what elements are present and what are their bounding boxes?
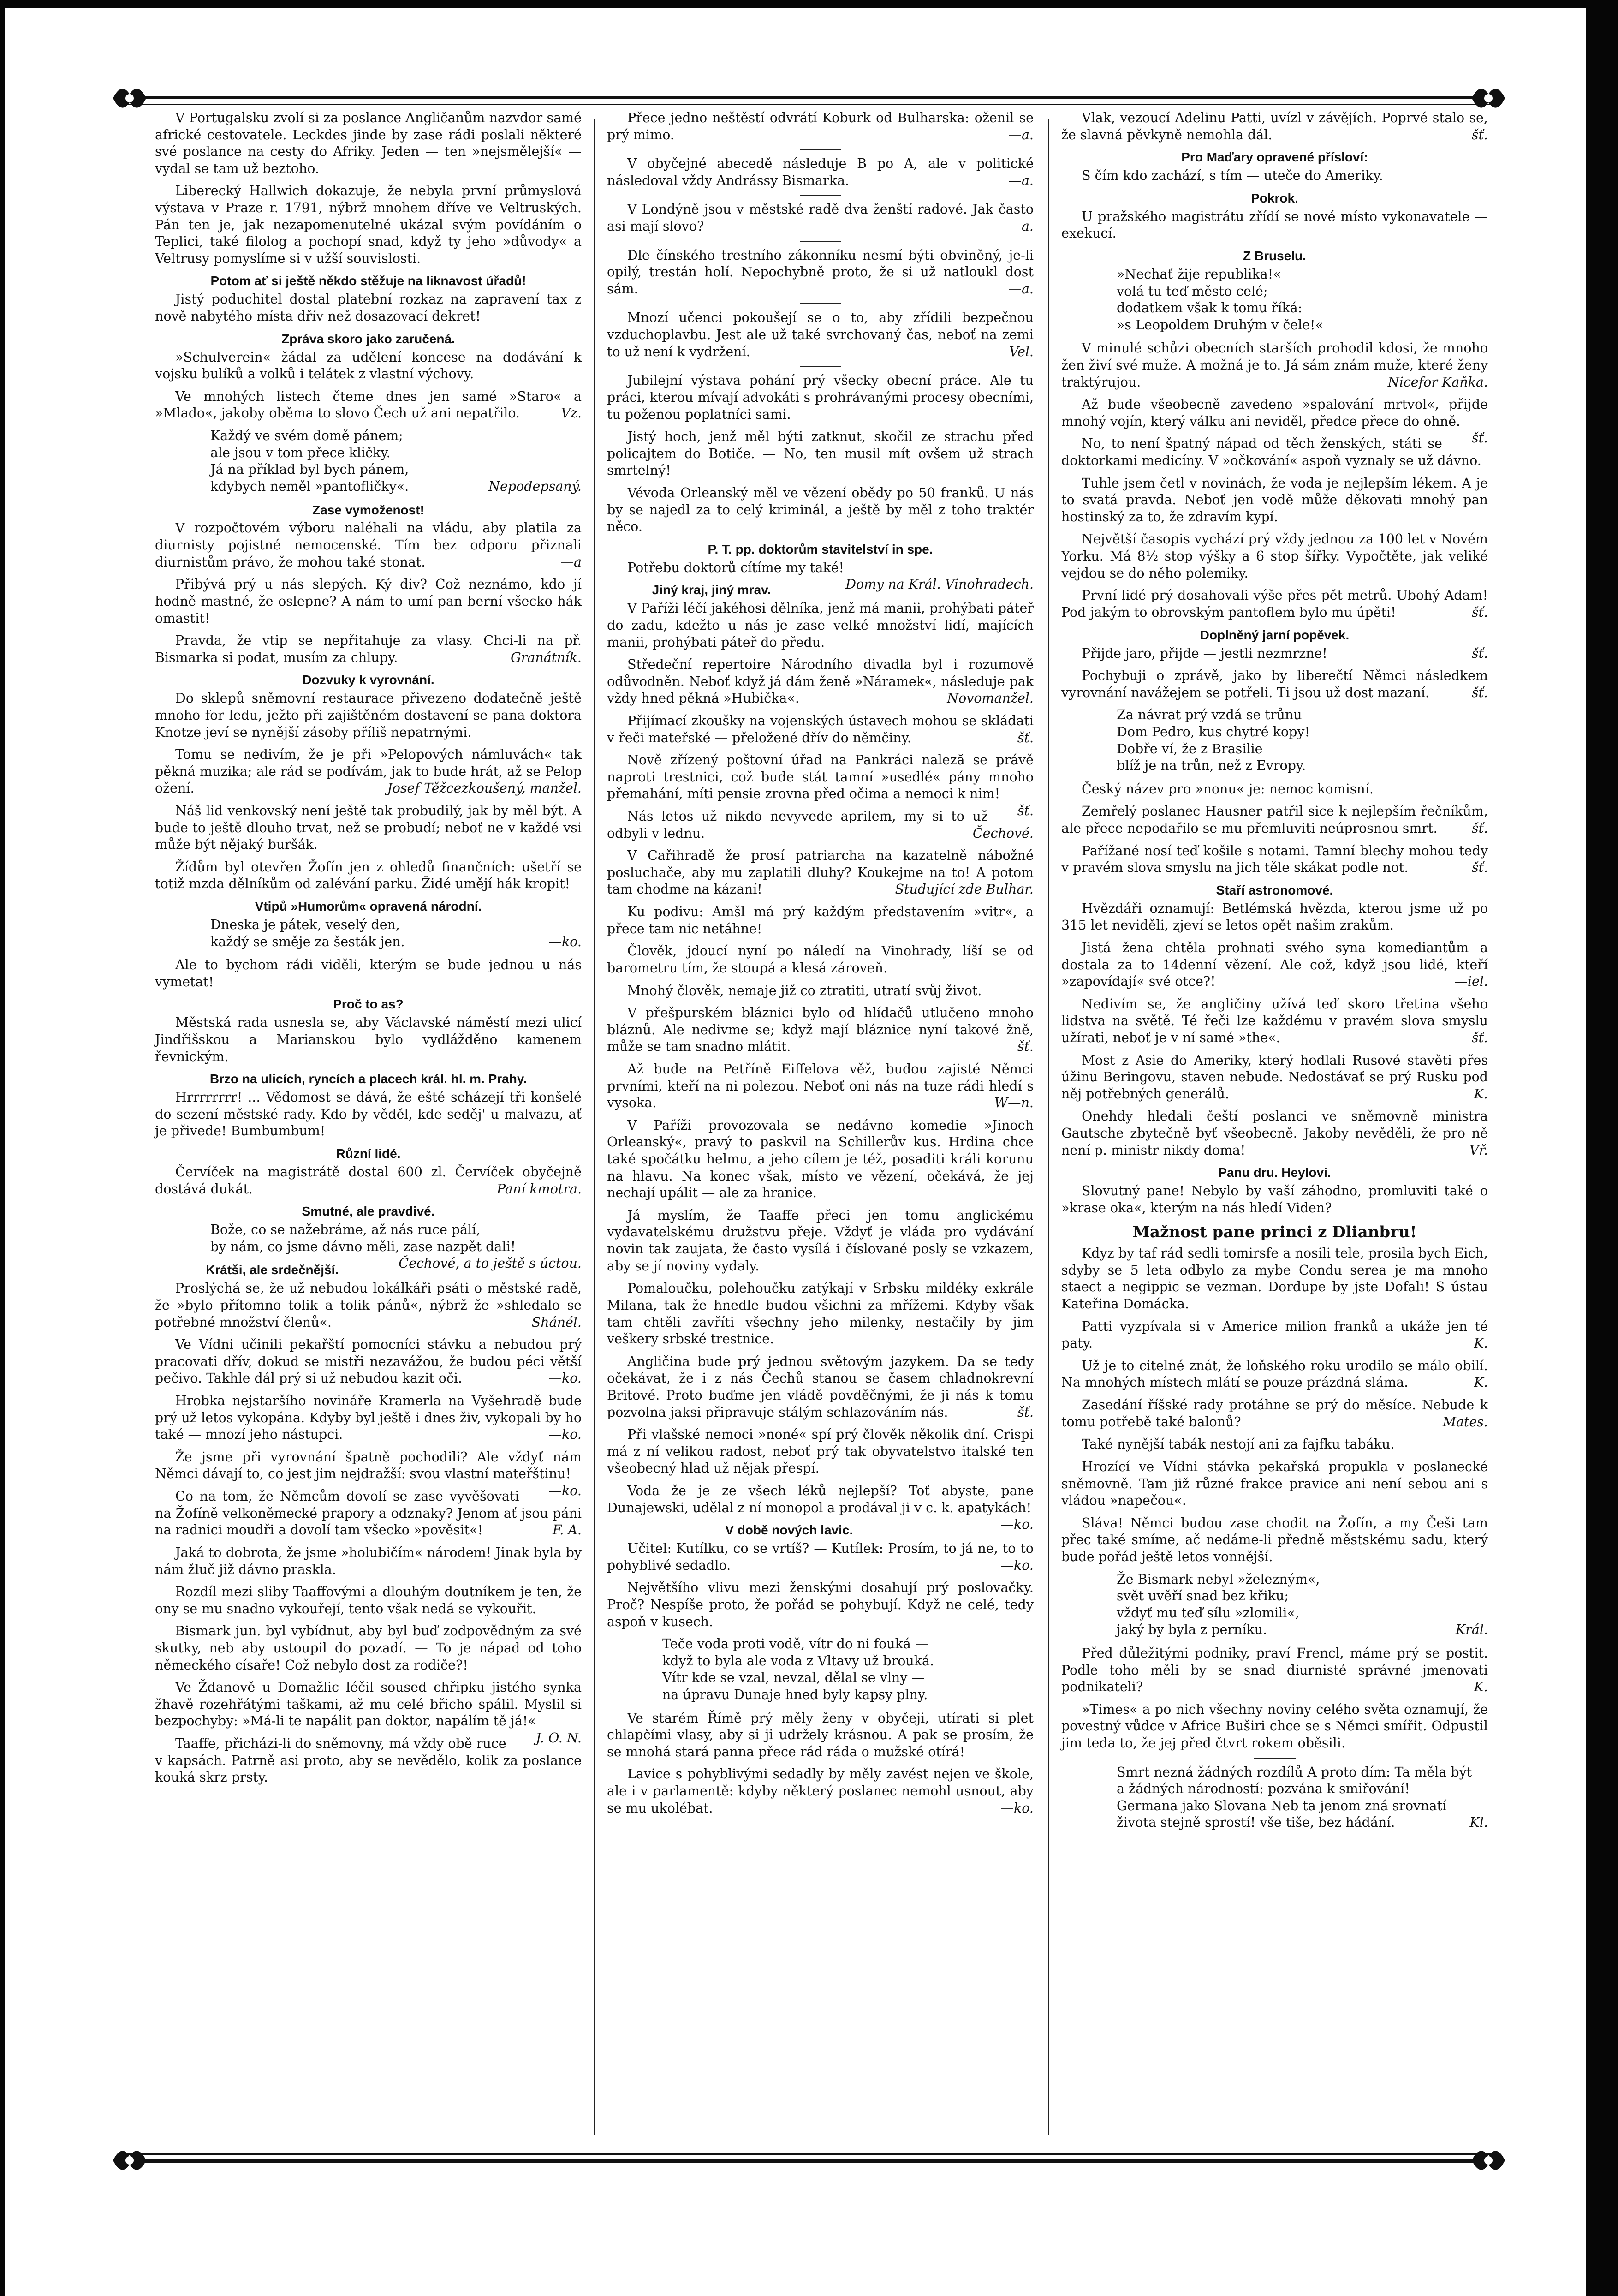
signature: K. <box>1474 1336 1488 1351</box>
signature: šť. <box>1471 430 1488 446</box>
verse-text: Každý ve svém domě pánem; ale jsou v tom přece kličky. Já na příklad byl bych pánem, kdybych neměl »pantofličky«. <box>210 428 409 494</box>
paragraph-text: Nově zřízený poštovní úřad na Pankráci naleză se právě naproti trestnici, což bude stát tamní »usedlé« pány mnoho přemahání, míti pensie zrovna před očima a nemoci k nim! <box>607 752 1034 802</box>
paragraph-text: Do sklepů sněmovní restaurace přivezeno dodatečně ještě mnoho for ledu, ježto při zajištěném dostavení se pana doktora Knotze jeví se nynější zásoby příliš nepatrnými. <box>155 691 582 740</box>
paragraph <box>1061 435 1488 469</box>
paragraph <box>607 1280 1034 1348</box>
paragraph <box>607 1005 1034 1056</box>
verse-block <box>1117 707 1488 774</box>
paragraph-text: S čím kdo zachází, s tím — uteče do Ameriky. <box>1082 168 1383 184</box>
paragraph <box>1061 1459 1488 1509</box>
verse-text: Dneska je pátek, veselý den, každý se směje za šesták jen. <box>210 917 405 949</box>
signature: Kl. <box>1469 1815 1488 1831</box>
item-heading: V době nových lavic. <box>725 1523 853 1538</box>
verse-text: Bože, co se nažebráme, až nás ruce pálí, by nám, co jsme dávno měli, zase nazpět dali! <box>210 1222 516 1254</box>
paragraph <box>607 983 1034 1000</box>
item-heading: Panu dru. Heylovi. <box>1218 1165 1331 1180</box>
paragraph <box>1061 803 1488 837</box>
paragraph <box>155 349 582 383</box>
signature: —a. <box>1008 127 1034 143</box>
paragraph-text: Co na tom, že Němcům dovolí se zase vyvěšovati na Žofíně velkoněmecké prapory a odznaky? Jenom ať jsou páni na radnici moudři a dovolí tam všecko »pověsit«! <box>155 1489 582 1538</box>
signature: Nepodepsaný. <box>488 478 582 494</box>
signature: Čechové. <box>972 825 1034 841</box>
paragraph-text: První lidé prý dosahovali výše přes pět metrů. Ubohý Adam! Pod jakým to obrovským pantoflem bylo mu úpěti! <box>1061 588 1488 620</box>
paragraph-text: Největšího vlivu mezi ženskými dosahují prý poslovačky. Proč? Nespíše proto, že pořád se pohybují. Když ne celé, tedy aspoň v kusech. <box>607 1580 1034 1629</box>
top-double-rule <box>118 96 1500 105</box>
paragraph-text: Ve mnohých listech čteme dnes jen samé »Staro« a »Mlado«, jakoby oběma to slovo Čech už ani nepatřilo. <box>155 388 582 421</box>
separator-rule <box>800 303 841 304</box>
paragraph <box>1061 843 1488 877</box>
paragraph-text: Ve starém Římě prý měly ženy v obyčeji, utírati si plet chlapčími vlasy, aby si ji udržely krásnou. A pak se prosím, že se mnohá stará panna přece rád ráda o mužské otírá! <box>607 1710 1034 1759</box>
paragraph <box>1061 531 1488 582</box>
paragraph <box>1061 645 1488 662</box>
item-heading: Vtipů »Humorům« opravená národní. <box>255 899 482 914</box>
signature: šť. <box>1471 127 1488 143</box>
paragraph-text: Pravda, že vtip se nepřitahuje za vlasy. Chci-li na př. Bismarka si podat, musím za chlupy. <box>155 633 582 665</box>
paragraph <box>607 600 1034 651</box>
paragraph <box>155 1280 582 1331</box>
paragraph <box>607 1766 1034 1817</box>
item-heading: Staří astronomové. <box>1216 883 1333 897</box>
verse-text: Že Bismark nebyl »železným«, svět uvěří snad bez křiku; vždyť mu teď sílu »zlomili«, jaký by byla z perníku. <box>1117 1571 1320 1638</box>
signature: —a. <box>1008 281 1034 297</box>
paragraph <box>155 1545 582 1578</box>
paragraph <box>155 1679 582 1746</box>
paragraph <box>607 808 1034 842</box>
scan-border-left <box>0 0 5 2296</box>
paragraph-text: V Portugalsku zvolí si za poslance Angličanům nazvdor samé africké cestovatele. Leckdes jinde by zase rádi poslali některé své poslance na cesty do Afriky. Jeden — ten »nejsmělejší« — vydal se tam už beztoho. <box>155 110 582 176</box>
paragraph-text: Taaffe, přicházi-li do sněmovny, má vždy obě ruce v kapsách. Patrně asi proto, aby se nevědělo, kolik za poslance kouká skrz prsty. <box>155 1736 582 1785</box>
paragraph <box>1061 209 1488 242</box>
paragraph <box>155 632 582 666</box>
paragraph-text: V Paříži provozovala se nedávno komedie »Jinoch Orleanský«, pravý to paskvil na Schillerův kus. Hrdina chce také spočátku helmu, a jeho cílem je též, posaditi králi korunu na hlavu. Na konec však, místo ve vězení, očekává, že jej nechají upálit — ale za hranice. <box>607 1117 1034 1201</box>
item-heading: Dozvuky k vyrovnání. <box>302 673 434 687</box>
ornament-top-left-icon <box>109 78 150 119</box>
signature: Shánél. <box>531 1314 582 1330</box>
paragraph-text: Největší časopis vychází prý vždy jednou za 100 let v Novém Yorku. Má 8½ stop výšky a 6 stop šířky. Vypočtěte, jak veliké vejdou se do něho polemiky. <box>1061 531 1488 581</box>
signature: Nicefor Kaňka. <box>1387 374 1488 390</box>
paragraph <box>1061 167 1488 185</box>
paragraph-text: V rozpočtovém výboru naléhali na vládu, aby platila za diurnisty pojistné nemocenské. Tím bez odporu přiznali diurnistům právo, že mohou také stonat. <box>155 520 582 570</box>
signature: šť. <box>1471 645 1488 661</box>
paragraph-text: Už je to citelné znát, že loňského roku urodilo se málo obilí. Na mnohých místech mlátí se pouze prázdná sláma. <box>1061 1358 1488 1390</box>
paragraph <box>155 183 582 267</box>
paragraph <box>1061 396 1488 446</box>
paragraph-text: Jistý hoch, jenž měl býti zatknut, skočil ze strachu před policajtem do Botiče. — No, ten musil mít ovšem už strach smrtelný! <box>607 429 1034 478</box>
paragraph-text: Jubilejní výstava pohání prý všecky obecní práce. Ale tu práci, kterou mívají advokáti s prohrávanými procesy obecními, tu poženou poplatníci sami. <box>607 373 1034 422</box>
signature: šť. <box>1017 730 1034 745</box>
paragraph <box>1061 996 1488 1047</box>
signature: K. <box>1474 1679 1488 1695</box>
paragraph <box>155 110 582 177</box>
paragraph <box>155 388 582 422</box>
signature: Domy na Král. Vinohradech. <box>845 577 1034 592</box>
signature: šť. <box>1471 604 1488 620</box>
paragraph-text: Vévoda Orleanský měl ve vězení obědy po 50 franků. U nás by se najedl za to celý kriminál, a ještě by měl z toho traktér něco. <box>607 485 1034 535</box>
paragraph <box>607 656 1034 707</box>
paragraph <box>1061 1108 1488 1159</box>
paragraph-text: Kdyz by taf rád sedli tomirsfe a nosili tele, prosila bych Eich, sdyby se 5 leta odbylo za mybe Condu serea je ma mnoho staect a negippic se vezman. Dordupe by jste Dofali! S ústau Kateřina Domácka. <box>1061 1246 1488 1312</box>
paragraph-text: Pochybuji o zprávě, jako by liberečtí Němci následkem vyrovnání navážejem se potřeli. Ti jsou už dost mazaní. <box>1061 668 1488 700</box>
paragraph-text: Mnozí učenci pokoušejí se o to, aby zřídili bezpečnou vzduchoplavbu. Jest ale už také svrchovaný čas, neboť na zemi to už není k vydržení. <box>607 310 1034 359</box>
signature: Mates. <box>1442 1414 1488 1430</box>
paragraph-text: Pomaloučku, polehoučku zatýkají v Srbsku mildéky exkrále Milana, tak že hnedle budou všichni za mřížemi. Kdyby však tam chtěli zavříti všechny jeho milenky, nestačily by jim veškery srbské trestnice. <box>607 1281 1034 1347</box>
paragraph <box>607 1580 1034 1630</box>
paragraph-text: Mnohý člověk, nemaje již co ztratiti, utratí svůj život. <box>627 983 982 998</box>
paragraph-text: Až bude všeobecně zavedeno »spalování mrtvol«, přijde mnohý vojín, který válku ani neviděl, předce přece do ohně. <box>1061 397 1488 429</box>
signature: šť. <box>1471 860 1488 876</box>
verse-block <box>210 428 582 495</box>
paragraph <box>607 1207 1034 1275</box>
verse-block <box>1117 1764 1488 1831</box>
item-heading: Pokrok. <box>1251 191 1298 205</box>
separator-rule <box>800 366 841 367</box>
paragraph-text: U pražského magistrátu zřídí se nové místo vykonavatele — exekucí. <box>1061 209 1488 241</box>
paragraph <box>155 1393 582 1443</box>
paragraph <box>155 1014 582 1065</box>
paragraph-text: Nás letos už nikdo nevyvede aprilem, my si to už odbyli v lednu. <box>607 809 988 841</box>
paragraph-text: Zemřelý poslanec Hausner patřil sice k nejlepším řečníkům, ale přece nepodařilo se mu přemluviti neúprosnou smrt. <box>1061 804 1488 836</box>
paragraph <box>607 310 1034 360</box>
signature: —a. <box>1008 219 1034 234</box>
paragraph-text: Jaká to dobrota, že jsme »holubičím« národem! Jinak byla by nám žluč již dávno praskla. <box>155 1545 582 1577</box>
signature: F. A. <box>552 1522 582 1538</box>
paragraph <box>1061 1436 1488 1453</box>
signature: Král. <box>1455 1622 1488 1638</box>
signature: Vz. <box>561 406 582 421</box>
paragraph-text: No, to není špatný nápad od těch ženských, státi se doktorkami medicíny. V »očkování« aspoň vyznaly se už dávno. <box>1061 436 1481 469</box>
paragraph <box>155 803 582 853</box>
paragraph <box>607 372 1034 423</box>
signature: W—n. <box>994 1095 1034 1111</box>
paragraph <box>1061 475 1488 526</box>
item-heading: Zase vymoženost! <box>312 502 424 517</box>
paragraph <box>1061 1183 1488 1217</box>
paragraph-text: Tuhle jsem četl v novinách, že voda je nejlepším lékem. A je to svatá pravda. Neboť jen vodě může děkovati mnohý pan hostinský za to, že zdravím kypí. <box>1061 475 1488 525</box>
paragraph-text: Jistá žena chtěla prohnati svého syna komediantům a dostala za to 14denní vězení. Ale což, když jsou lidé, kteří »zapovídají« své otce?! <box>1061 940 1488 990</box>
column-2 <box>607 110 1034 2135</box>
paragraph <box>155 576 582 627</box>
paragraph <box>607 485 1034 536</box>
paragraph-text: »Schulverein« žádal za udělení koncese na dodávání k vojsku bulíků a volků i telátek z vlastní výchovy. <box>155 349 582 382</box>
paragraph-text: Hrozící ve Vídni stávka pekařská propukla v poslanecké sněmovně. Tam již různé frakce pravice ani není sebou ani s vládou »napečou«. <box>1061 1459 1488 1509</box>
paragraph-text: Liberecký Hallwich dokazuje, že nebyla první průmyslová výstava v Praze r. 1791, nýbrž mnohem dříve ve Veltruských. Pán ten je, jak nezapomenutelné ukázal svým povídáním o Teplici, také filolog a pochopí snad, když ty jeho »důvody« a Veltrusy pomyslíme si v užší souvislosti. <box>155 183 582 266</box>
paragraph <box>1061 340 1488 391</box>
verse-block <box>210 917 582 950</box>
bottom-double-rule <box>118 2153 1500 2163</box>
paragraph <box>155 1623 582 1674</box>
signature: Vř. <box>1469 1142 1488 1158</box>
paragraph-text: V přešpurském bláznici bylo od hlídačů utlučeno mnoho bláznů. Ale nedivme se; když mají bláznice nyní takové žně, může se tam snadno mlátit. <box>607 1005 1034 1055</box>
paragraph <box>607 429 1034 479</box>
signature: šť. <box>1017 1404 1034 1420</box>
paragraph-text: Ve Vídni učinili pekařští pomocníci stávku a nebudou prý pracovati dřív, dokud se mistři nezavážou, že budou péci větší pečivo. Takhle dál prý si už nebudou kazit oči. <box>155 1337 582 1386</box>
paragraph-text: Při vlašské nemoci »noné« spí prý člověk několik dní. Crispi má z ní velikou radost, neboť prý tak obyvatelstvo italské ten všeobecný hlad už nějak přespí. <box>607 1427 1034 1476</box>
paragraph-text: Patti vyzpívala si v Americe milion franků a ukáže jen té paty. <box>1061 1318 1488 1351</box>
paragraph-text: Hrobka nejstaršího novináře Kramerla na Vyšehradě bude prý už letos vykopána. Kdyby byl ještě i dnes živ, vykopali by ho také — mnozí jeho nástupci. <box>155 1393 582 1443</box>
paragraph <box>1061 901 1488 934</box>
separator-rule <box>800 149 841 150</box>
separator-rule <box>800 241 841 242</box>
signature: Josef Těžcezkoušený, manžel. <box>387 781 582 796</box>
paragraph-text: Proslýchá se, že už nebudou lokálkáři psáti o městské radě, že »bylo přítomno tolik a tolik pánů«, nýbrž že »shledalo se potřebné množství členů«. <box>155 1281 582 1330</box>
column-divider-1 <box>594 119 595 2135</box>
paragraph <box>1061 1052 1488 1103</box>
column-1 <box>155 110 582 2135</box>
paragraph <box>607 201 1034 235</box>
signature: —ko. <box>548 1483 582 1499</box>
separator-rule <box>800 195 841 196</box>
signature: —a <box>560 554 582 570</box>
paragraph-text: V obyčejné abecedě následuje B po A, ale v politické následoval vždy Andrássy Bismarka. <box>607 156 1034 188</box>
signature: Paní kmotra. <box>497 1181 582 1197</box>
paragraph-text: Sláva! Němci budou zase chodit na Žofín, a my Češi tam přec také smíme, ač nedáme-li předně městskému sadu, který bude pořád ještě letos vonnější. <box>1061 1515 1488 1564</box>
paragraph-text: Přece jedno neštěstí odvrátí Koburk od Bulharska: oženil se prý mimo. <box>607 110 1034 143</box>
page-frame <box>118 78 1500 2135</box>
signature: —ko. <box>1000 1800 1034 1816</box>
item-heading: Brzo na ulicích, ryncích a placech král. hl. m. Prahy. <box>209 1072 527 1086</box>
paragraph-text: Hvězdáři oznamují: Betlémská hvězda, kterou jsme už po 315 let neviděli, zjeví se letos opět našim zrakům. <box>1061 901 1488 933</box>
paragraph-text: Zasedání říšské rady protáhne se prý do měsíce. Nebude k tomu potřebě také balonů? <box>1061 1397 1488 1430</box>
item-heading: P. T. pp. doktorům stavitelství in spe. <box>708 542 933 556</box>
signature: —ko. <box>548 1427 582 1443</box>
signature: K. <box>1474 1375 1488 1390</box>
signature: J. O. N. <box>535 1730 582 1746</box>
paragraph-text: Že jsme při vyrovnání špatně pochodili? Ale vždyť nám Němci dávají to, co jest jim nejdražší: svou vlastní mateřštinu! <box>155 1449 582 1482</box>
paragraph <box>155 1488 582 1539</box>
paragraph <box>1061 781 1488 798</box>
signature: šť. <box>1017 1039 1034 1055</box>
verse-block <box>662 1636 1034 1703</box>
paragraph-text: »Times« a po nich všechny noviny celého světa oznamují, že povestný vůdce v Africe Buširi chce se s Němci smířit. Odpustil jim teda to, že jej před čtvrt rokem oběsili. <box>1061 1701 1488 1751</box>
paragraph <box>607 904 1034 937</box>
paragraph-text: Přijde jaro, přijde — jestli nezmrzne! <box>1082 645 1327 661</box>
paragraph-text: V Paříži léčí jakéhosi dělníka, jenž má manii, prohýbati páteř do zadu, kdežto u nás je zase velké množství lidí, majících manii, prohýbati páteř do předu. <box>607 601 1034 650</box>
paragraph-text: Člověk, jdoucí nyní po náledí na Vinohrady, líší se od barometru tím, že stoupá a klesá zároveň. <box>607 943 1034 976</box>
signature: K. <box>1474 1086 1488 1102</box>
paragraph-text: Onehdy hledali čeští poslanci ve sněmovně ministra Gautsche zbytečně byť všeobecně. Jakoby nevěděli, že pro ně není p. ministr nikdy doma! <box>1061 1109 1488 1158</box>
paragraph <box>1061 668 1488 701</box>
paragraph <box>607 847 1034 898</box>
signature: Vel. <box>1009 344 1034 359</box>
verse-block <box>1117 1571 1488 1639</box>
paragraph <box>607 1117 1034 1202</box>
paragraph <box>607 1354 1034 1421</box>
paragraph-text: Vlak, vezoucí Adelinu Patti, uvízl v závějích. Poprvé stalo se, že slavná pěvkyně nemohla dál. <box>1061 110 1488 143</box>
paragraph-text: Slovutný pane! Nebylo by vaší záhodno, promluviti také o »krase oka«, kterým na nás hledí Viden? <box>1061 1183 1488 1216</box>
scan-border-right <box>1586 0 1618 2296</box>
paragraph <box>1061 1515 1488 1566</box>
paragraph-text: V Londýně jsou v městské radě dva ženští radové. Jak často asi mají slovo? <box>607 202 1034 234</box>
paragraph-text: Přijímací zkoušky na vojenských ústavech mohou se skládati v řeči mateřské — přeložené dřív do němčiny. <box>607 713 1034 745</box>
separator-rule <box>1254 1758 1296 1759</box>
paragraph <box>607 943 1034 977</box>
verse-text: Smrt nezná žádných rozdílů A proto dím: Ta měla být a žádných národností: pozvána k smiřování! Germana jako Slovana Neb ta jenom zná srovnatí života stejně sprostí! vše tiše, bez hádání. <box>1117 1764 1472 1831</box>
item-heading: Z Bruselu. <box>1243 248 1306 263</box>
item-heading: Různí lidé. <box>336 1146 401 1161</box>
paragraph <box>1061 1645 1488 1696</box>
paragraph-text: Žídům byl otevřen Žofín jen z ohledů finančních: ušetří se totiž mzda dělníkům od zalévání parku. Židé umějí hák kropit! <box>155 859 582 892</box>
signature: šť. <box>1017 803 1034 819</box>
signature: Čechové, a to ještě s úctou. <box>399 1256 582 1271</box>
paragraph <box>607 247 1034 298</box>
paragraph <box>155 1584 582 1617</box>
paragraph <box>155 1089 582 1140</box>
paragraph-text: Náš lid venkovský není ještě tak probudilý, jak by měl být. A bude to ještě dlouho trvat, než se probudí; neboť ne v každé vsi může být nějaký buršák. <box>155 803 582 853</box>
paragraph <box>155 1336 582 1387</box>
signature: Studující zde Bulhar. <box>895 882 1034 897</box>
signature: šť. <box>1471 820 1488 836</box>
paragraph <box>607 713 1034 746</box>
item-heading: Krátši, ale srdečnější. <box>206 1263 339 1277</box>
paragraph-text: Most z Asie do Ameriky, který hodlali Rusové stavěti přes úžinu Beringovu, staven nebude. Nedostávať se prý Rusku pod něj potřebných generálů. <box>1061 1052 1488 1102</box>
signature: —ko. <box>548 1371 582 1386</box>
paragraph <box>155 291 582 325</box>
column-divider-2 <box>1048 119 1049 2135</box>
paragraph <box>607 155 1034 189</box>
paragraph-text: Ku podivu: Amšl má prý každým představením »vitr«, a přece tam nic netáhne! <box>607 904 1034 936</box>
paragraph <box>1061 1397 1488 1431</box>
paragraph <box>155 520 582 571</box>
paragraph-text: Středeční repertoire Národního divadla byl i rozumově odůvodněn. Neboť když já dám ženě »Náramek«, následuje pak vždy hned pěkná »Hubička«. <box>607 657 1034 706</box>
signature: —ko. <box>1000 1557 1034 1573</box>
item-heading: Proč to as? <box>333 997 404 1012</box>
paragraph-text: Potřebu doktorů cítíme my také! <box>627 560 844 575</box>
paragraph-text: Až bude na Petříně Eiffelova věž, budou zajisté Němci prvními, kteří na ni polezou. Neboť oni nás na tuze rádi hledí s vysoka. <box>607 1061 1034 1111</box>
paragraph <box>607 1426 1034 1477</box>
signature: Novomanžel. <box>947 691 1034 706</box>
paragraph <box>607 1540 1034 1574</box>
paragraph <box>607 752 1034 819</box>
paragraph <box>155 690 582 741</box>
signature: —iel. <box>1454 974 1488 990</box>
item-heading: Zpráva skoro jako zaručená. <box>281 331 455 346</box>
paragraph-text: Pařížané nosí teď košile s notami. Tamní blechy mohou tedy v pravém slova smyslu na jich těle skákat podle not. <box>1061 843 1488 876</box>
verse-text: Za návrat prý vzdá se trůnu Dom Pedro, kus chytré kopy! Dobře ví, že z Brasilie blíž je na trůn, než z Evropy. <box>1117 707 1310 774</box>
paragraph <box>1061 1245 1488 1312</box>
signature: —ko. <box>548 934 582 949</box>
paragraph <box>155 957 582 990</box>
paragraph <box>607 1061 1034 1112</box>
paragraph-text: Ale to bychom rádi viděli, kterým se bude jednou u nás vymetat! <box>155 957 582 990</box>
paragraph-text: Dle čínského trestního zákonníku nesmí býti obviněný, je-li opilý, trestán holí. Nepochybně proto, že si už natloukl dost sám. <box>607 247 1034 297</box>
paragraph-text: Přibývá prý u nás slepých. Ký div? Což neznámo, kdo jí hodně mastné, že oslepne? A nám to umí pan berní všecko hák omastit! <box>155 577 582 626</box>
paragraph-text: Lavice s pohyblivými sedadly by měly zavést nejen ve škole, ale i v parlamentě: kdyby některý poslanec nemohl usnout, aby se mu ukolébat. <box>607 1766 1034 1816</box>
paragraph <box>155 859 582 893</box>
item-heading: Pro Maďary opravené přísloví: <box>1181 150 1368 165</box>
paragraph-text: Český název pro »nonu« je: nemoc komisní. <box>1082 781 1374 797</box>
verse-text: »Nechať žije republika!« volá tu teď město celé; dodatkem však k tomu říká: »s Leopoldem Druhým v čele!« <box>1117 266 1324 333</box>
paragraph-text: V minulé schůzi obecních starších prohodil kdosi, že mnoho žen živí své muže. A možná je to. Já sám znám muže, které ženy traktýrujou. <box>1061 340 1488 390</box>
fraktur-heading: Mažnost pane princi z Dlianbru! <box>1132 1223 1417 1241</box>
paragraph-text: Také nynější tabák nestojí ani za fajfku tabáku. <box>1082 1437 1395 1452</box>
ornament-bottom-right-icon <box>1468 2140 1509 2181</box>
column-3 <box>1061 110 1488 2135</box>
verse-text: Teče voda proti vodě, vítr do ni fouká — když to byla ale voda z Vltavy už brouká. Vítr kde se vzal, nevzal, dělal se vlny — na úpravu Dunaje hned byly kapsy plny. <box>662 1636 934 1703</box>
item-heading: Doplněný jarní popěvek. <box>1200 627 1350 642</box>
signature: šť. <box>1471 685 1488 700</box>
paragraph-text: Červíček na magistrátě dostal 600 zl. Červíček obyčejně dostává dukát. <box>155 1164 582 1197</box>
paragraph-text: Před důležitými podniky, praví Frencl, máme prý se postit. Podle toho měli by se snad diurnisté správné jmenovati podnikateli? <box>1061 1645 1488 1695</box>
signature: Granátník. <box>511 650 582 665</box>
paragraph <box>1061 1358 1488 1391</box>
paragraph <box>1061 1318 1488 1352</box>
signature: —a. <box>1008 173 1034 188</box>
paragraph <box>1061 587 1488 621</box>
paragraph <box>607 1710 1034 1761</box>
paragraph <box>1061 110 1488 143</box>
signature: šť. <box>1471 1030 1488 1046</box>
paragraph-text: Jistý poduchitel dostal platební rozkaz na zapravení tax z nově nabytého místa dřív než dosazovací dekret! <box>155 292 582 324</box>
paragraph-text: Bismark jun. byl vybídnut, aby byl buď zodpovědným za své skutky, neb aby ustoupil do pozadí. — To je nápad od toho německého císaře! Což nebylo dost za rodiče?! <box>155 1623 582 1673</box>
paragraph-text: Já myslím, že Taaffe přeci jen tomu anglickému vydavatelskému družstvu přeje. Vždyť je vláda pro vydávání novin tak zaujata, že často vysílá i číslované posly se vzkazem, aby se jí noviny vydaly. <box>607 1207 1034 1274</box>
paragraph <box>155 1449 582 1499</box>
paragraph <box>1061 1701 1488 1752</box>
signature: —ko. <box>1000 1517 1034 1533</box>
scan-border-top <box>0 0 1618 8</box>
paragraph-text: Učitel: Kutílku, co se vrtíš? — Kutílek: Prosím, to já ne, to to pohyblivé sedadlo. <box>607 1541 1034 1573</box>
paragraph-text: Angličina bude prý jednou světovým jazykem. Da se tedy očekávat, že i z nás Čechů stanou se časem chladnokrevní Britové. Proto buďme jen vládě povděčnými, že ji nás k tomu pozvolna jaksi připravuje stálým schlazováním nás. <box>607 1354 1034 1420</box>
item-heading: Potom ať si ještě někdo stěžuje na liknavost úřadů! <box>210 274 526 288</box>
paragraph-text: Ve Ždanově u Domažlic léčil soused chřipku jistého synka žhavě rozehřátými taškami, až mu celé břicho spálil. Myslil si bezpochyby: »Má-li te napálit pan doktor, napálím tě já!« <box>155 1680 582 1729</box>
paragraph <box>607 110 1034 143</box>
item-heading: Smutné, ale pravdivé. <box>302 1204 435 1219</box>
paragraph-text: Nedivím se, že angličiny užívá teď skoro třetina všeho lidstva na světě. Té řeči lze každému v pravém slova smyslu užírati, neboť je v ní samé »the«. <box>1061 996 1488 1046</box>
paragraph-text: Rozdíl mezi sliby Taaffovými a dlouhým doutníkem je ten, že ony se mu snadno vykouřejí, tento však nedá se vykouřit. <box>155 1584 582 1616</box>
paragraph-text: Hrrrrrrrr! ... Vědomost se dává, že ešté scházejí tři konšelé do sezení městské rady. Kdo by věděl, kde seděj' u malvazu, ať je přivede! Bumbumbum! <box>155 1090 582 1139</box>
paragraph <box>155 1164 582 1198</box>
item-heading: Jiný kraj, jiný mrav. <box>652 583 771 597</box>
paragraph-text: V Cařihradě že prosí patriarcha na kazatelně nábožné posluchače, aby mu zaplatili dluhy? Koukejme na to! A potom tam chodme na kázaní! <box>607 848 1034 897</box>
paragraph-text: Tomu se nedivím, že je při »Pelopových námluvách« tak pěkná muzika; ale rád se podívám, jak to bude hrát, až se Pelop ožení. <box>155 747 582 796</box>
paragraph <box>155 746 582 797</box>
verse-block <box>1117 266 1488 334</box>
paragraph-text: Voda že je ze všech léků nejlepší? Toť abyste, pane Dunajewski, udělal z ní monopol a prodával ji v c. k. apatykách! <box>607 1483 1034 1515</box>
paragraph <box>1061 940 1488 990</box>
paragraph-text: Městská rada usnesla se, aby Václavské náměstí mezi ulicí Jindřišskou a Marianskou bylo vydlážděno kamenem řevnickým. <box>155 1015 582 1064</box>
ornament-bottom-left-icon <box>109 2140 150 2181</box>
